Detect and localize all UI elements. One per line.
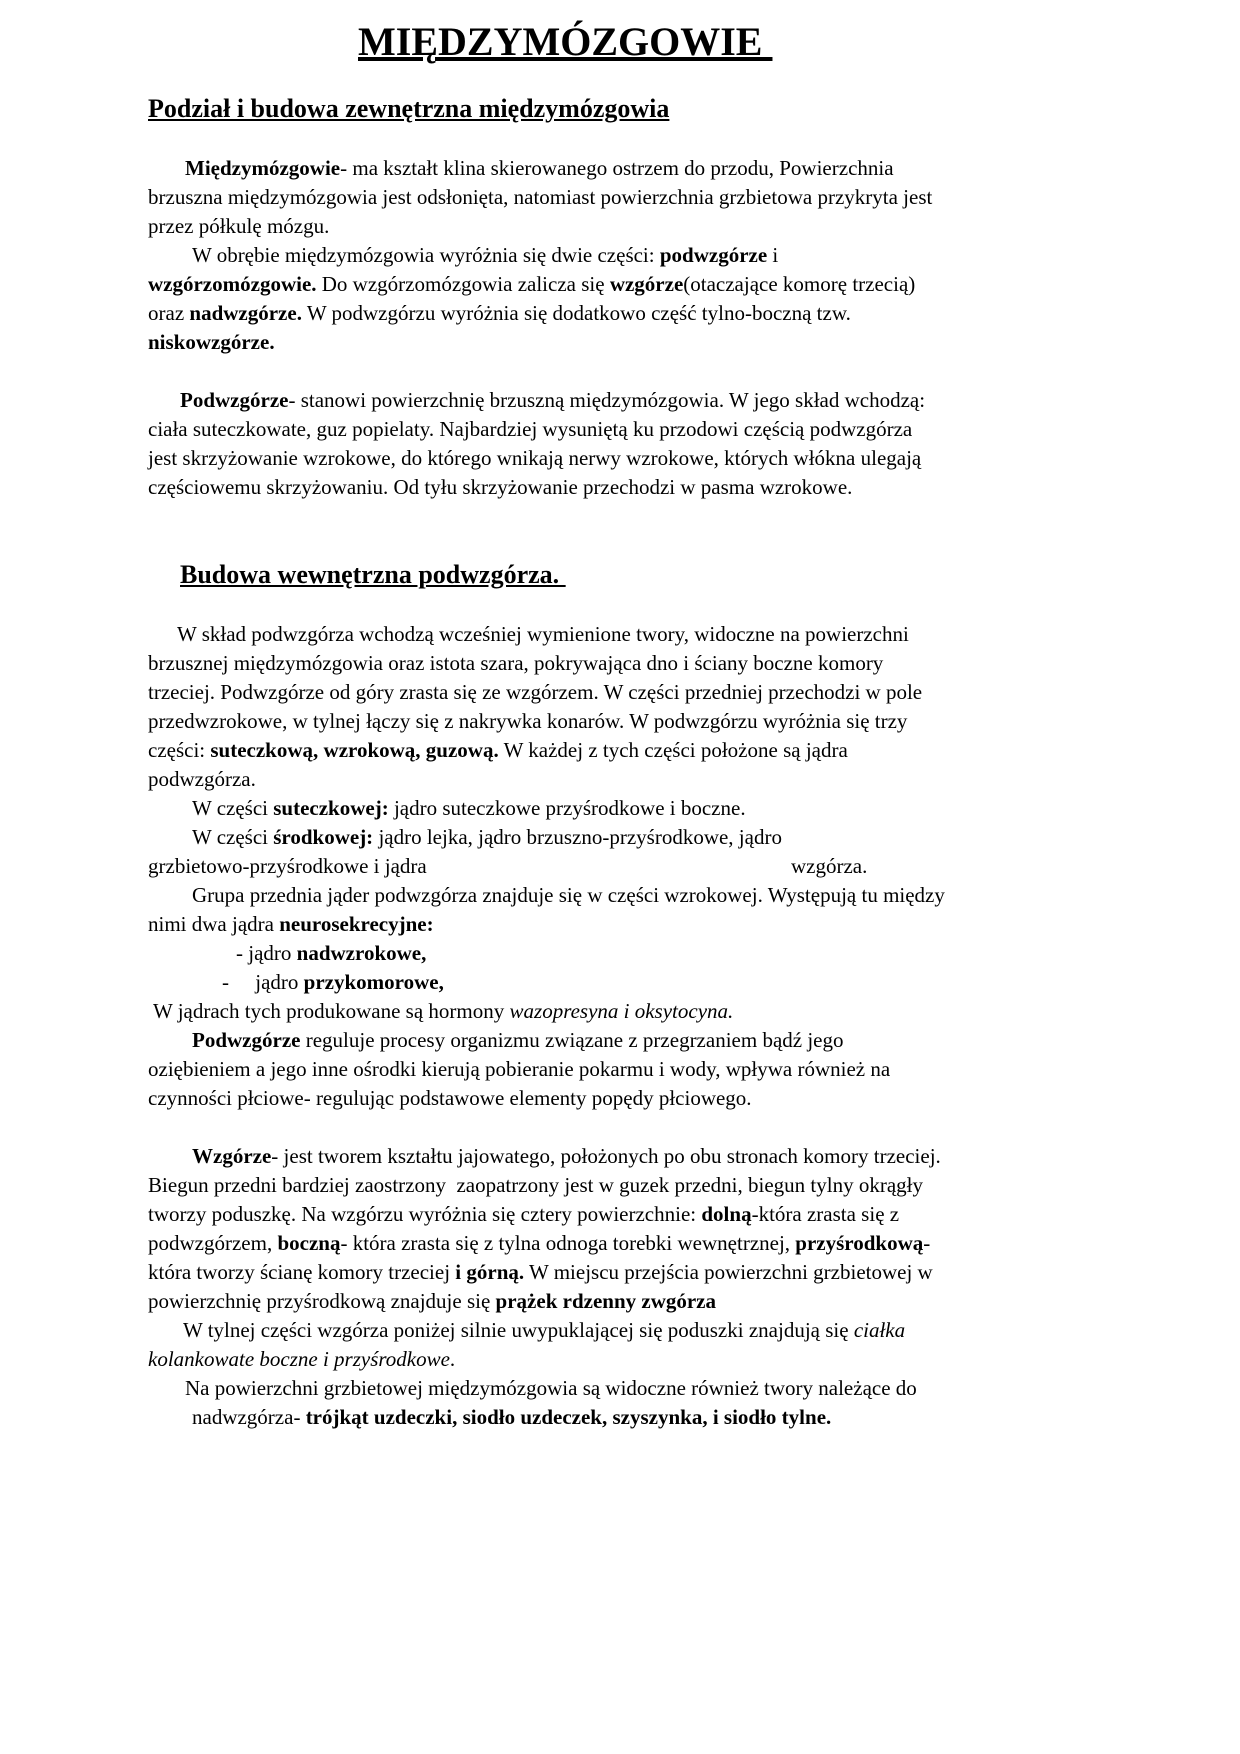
p3-line-15: Podwzgórze reguluje procesy organizmu związane z przegrzaniem bądź jego xyxy=(192,1028,844,1052)
p3-line-11: nimi dwa jądra neurosekrecyjne: xyxy=(148,912,434,936)
p1-line-5: wzgórzomózgowie. Do wzgórzomózgowia zalicza się wzgórze(otaczające komorę trzecią) xyxy=(148,272,916,296)
p1-line-6: oraz nadwzgórze. W podwzgórzu wyróżnia się dodatkowo część tylno-boczną tzw. xyxy=(148,301,851,325)
p1-line-3: przez półkulę mózgu. xyxy=(148,214,330,238)
p1-line-7: niskowzgórze. xyxy=(148,330,275,354)
p3-line-6: podwzgórza. xyxy=(148,767,256,791)
p3-line-9a: grzbietowo-przyśrodkowe i jądra xyxy=(148,854,427,878)
p2-line-1: Podwzgórze- stanowi powierzchnię brzuszną międzymózgowia. W jego skład wchodzą: xyxy=(180,388,926,412)
p2-line-4: częściowemu skrzyżowaniu. Od tyłu skrzyżowanie przechodzi w pasma wzrokowe. xyxy=(148,475,853,499)
p3-line-2: brzusznej międzymózgowia oraz istota szara, pokrywająca dno i ściany boczne komory xyxy=(148,651,884,675)
section-heading-external: Podział i budowa zewnętrzna międzymózgowia xyxy=(148,94,670,123)
p4-line-2: Biegun przedni bardziej zaostrzony zaopatrzony jest w guzek przedni, biegun tylny okrągły xyxy=(148,1173,923,1197)
p3-line-7: W części suteczkowej: jądro suteczkowe przyśrodkowe i boczne. xyxy=(192,796,746,820)
p4-line-6: powierzchnię przyśrodkową znajduje się prążek rdzenny zwgórza xyxy=(148,1289,716,1313)
p3-line-1: W skład podwzgórza wchodzą wcześniej wymienione twory, widoczne na powierzchni xyxy=(177,622,909,646)
p2-line-3: jest skrzyżowanie wzrokowe, do którego wnikają nerwy wzrokowe, których włókna ulegają xyxy=(148,446,922,470)
p2-line-2: ciała suteczkowate, guz popielaty. Najbardziej wysuniętą ku przodowi częścią podwzgórza xyxy=(148,417,913,441)
p3-line-5: części: suteczkową, wzrokową, guzową. W każdej z tych części położone są jądra xyxy=(148,738,848,762)
section-heading-internal: Budowa wewnętrzna podwzgórza. xyxy=(180,560,566,589)
page-title: MIĘDZYMÓZGOWIE xyxy=(358,19,773,64)
p4-line-5: która tworzy ścianę komory trzeciej i górną. W miejscu przejścia powierzchni grzbietowej w xyxy=(148,1260,933,1284)
p4-line-3: tworzy poduszkę. Na wzgórzu wyróżnia się cztery powierzchnie: dolną-która zrasta się z xyxy=(148,1202,900,1226)
p3-line-17: czynności płciowe- regulując podstawowe elementy popędy płciowego. xyxy=(148,1086,752,1110)
p4-line-4: podwzgórzem, boczną- która zrasta się z tylna odnoga torebki wewnętrznej, przyśrodkową- xyxy=(148,1231,931,1255)
p4-line-9: Na powierzchni grzbietowej międzymózgowia są widoczne również twory należące do xyxy=(185,1376,917,1400)
list-item-przykomorowe: - jądro przykomorowe, xyxy=(222,970,444,994)
p1-line-2: brzuszna międzymózgowia jest odsłonięta, natomiast powierzchnia grzbietowa przykryta jest xyxy=(148,185,933,209)
p3-line-3: trzeciej. Podwzgórze od góry zrasta się ze wzgórzem. W części przedniej przechodzi w pole xyxy=(148,680,923,704)
p4-line-10: nadwzgórza- trójkąt uzdeczki, siodło uzdeczek, szyszynka, i siodło tylne. xyxy=(192,1405,832,1429)
p1-line-4: W obrębie międzymózgowia wyróżnia się dwie części: podwzgórze i xyxy=(192,243,779,267)
p1-line-1: Międzymózgowie- ma kształt klina skierowanego ostrzem do przodu, Powierzchnia xyxy=(185,156,894,180)
p4-line-1: Wzgórze- jest tworem kształtu jajowatego, położonych po obu stronach komory trzeciej. xyxy=(192,1144,941,1168)
p3-line-9b: wzgórza. xyxy=(791,854,868,878)
list-item-nadwzrokowe: - jądro nadwzrokowe, xyxy=(236,941,427,965)
p4-line-7: W tylnej części wzgórza poniżej silnie uwypuklającej się poduszki znajdują się ciałka xyxy=(183,1318,906,1342)
p3-line-8: W części środkowej: jądro lejka, jądro brzuszno-przyśrodkowe, jądro xyxy=(192,825,782,849)
p4-line-8: kolankowate boczne i przyśrodkowe. xyxy=(148,1347,456,1371)
p3-line-16: oziębieniem a jego inne ośrodki kierują pobieranie pokarmu i wody, wpływa również na xyxy=(148,1057,891,1081)
p3-line-14: W jądrach tych produkowane są hormony wazopresyna i oksytocyna. xyxy=(153,999,734,1023)
p3-line-4: przedwzrokowe, w tylnej łączy się z nakrywka konarów. W podwzgórzu wyróżnia się trzy xyxy=(148,709,908,733)
p3-line-10: Grupa przednia jąder podwzgórza znajduje się w części wzrokowej. Występują tu między xyxy=(192,883,945,907)
